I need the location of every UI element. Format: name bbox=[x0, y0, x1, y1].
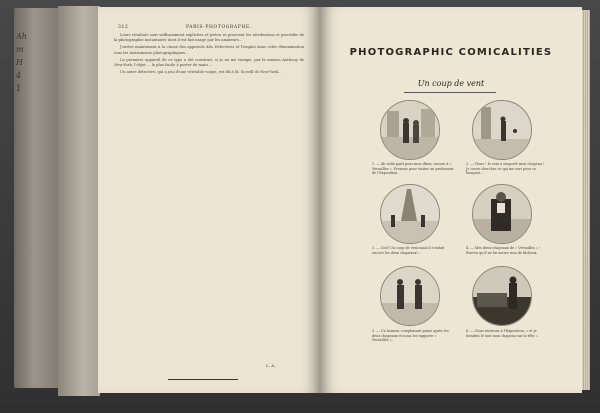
page-title: PHOTOGRAPHIC COMICALITIES bbox=[349, 47, 553, 58]
caption-2: 2. — Tiens ! le vent a emporté mon chapeau ! Je cours chercher ce qui me sert pour ce bouquet... bbox=[466, 162, 545, 176]
page-subtitle: Un coup de vent bbox=[417, 79, 485, 88]
signature: L. A. bbox=[266, 363, 276, 368]
page-number: 312 bbox=[118, 25, 129, 30]
photo-2 bbox=[472, 100, 532, 160]
handwritten-spine-notes: Ah m H 4 1 bbox=[16, 32, 27, 93]
photo-1-image bbox=[381, 101, 439, 159]
page-edges bbox=[582, 10, 590, 390]
caption-1: 1. — Ah voilà parti pour mon dîner, encore à « Versailles ». Prenons pour visiter un professeur de l'Exposition. bbox=[372, 162, 454, 176]
right-page bbox=[320, 7, 582, 393]
left-page bbox=[98, 7, 320, 393]
photo-1 bbox=[380, 100, 440, 160]
paragraph: La première appareil de ce type a été construit, si je ne me trompe, par la maison Anthony de New-York; l'objet ... le plus facile à porter de main ... bbox=[114, 57, 304, 68]
end-rule bbox=[168, 379, 238, 380]
book-cover-edge bbox=[58, 6, 100, 396]
body-text bbox=[114, 33, 304, 77]
photo-3-image bbox=[381, 185, 439, 243]
photo-6 bbox=[472, 266, 532, 326]
photo-6-image bbox=[473, 267, 531, 325]
paragraph: Leurs résultats sont suffisamment explicites et précis et prouvent les attributions et procédés de la photographie instantanée dont il est fait usage par les amateurs... bbox=[114, 33, 304, 43]
running-head: PARIS-PHOTOGRAPHE. bbox=[186, 25, 252, 30]
caption-5: 5. — Un homme complaisant passe après les deux chapeaux et nous les rapporte « Versailles ». bbox=[372, 329, 449, 343]
caption-3: 3. — Ciel! Un coup de vent mais il s'enfuit encore les deux chapeaux!... bbox=[372, 246, 445, 255]
paragraph: J'arrive maintenant à la classe des appareils dits Détectives et l'emploi dans cette dénomination tous les instruments photographiques... bbox=[114, 45, 304, 55]
caption-6: 6. — Nous rentrons à l'Exposition, « et je tiendrai le tout mon chapeau sur la tête ». bbox=[466, 329, 539, 338]
photo-5 bbox=[380, 266, 440, 326]
photo-4-image bbox=[473, 185, 531, 243]
photo-5-image bbox=[381, 267, 439, 325]
caption-4: 4. — Mes deux chapeaux de « Versailles » ! Pourvu qu'il ne lui arrive rien de fâcheux. bbox=[466, 246, 541, 255]
photo-3 bbox=[380, 184, 440, 244]
photo-4 bbox=[472, 184, 532, 244]
title-rule bbox=[404, 92, 496, 93]
paragraph: Un autre détective, qui a joui d'une véritable vogue, est dû à M. Scovill de New-York... bbox=[120, 70, 282, 75]
photo-2-image bbox=[473, 101, 531, 159]
